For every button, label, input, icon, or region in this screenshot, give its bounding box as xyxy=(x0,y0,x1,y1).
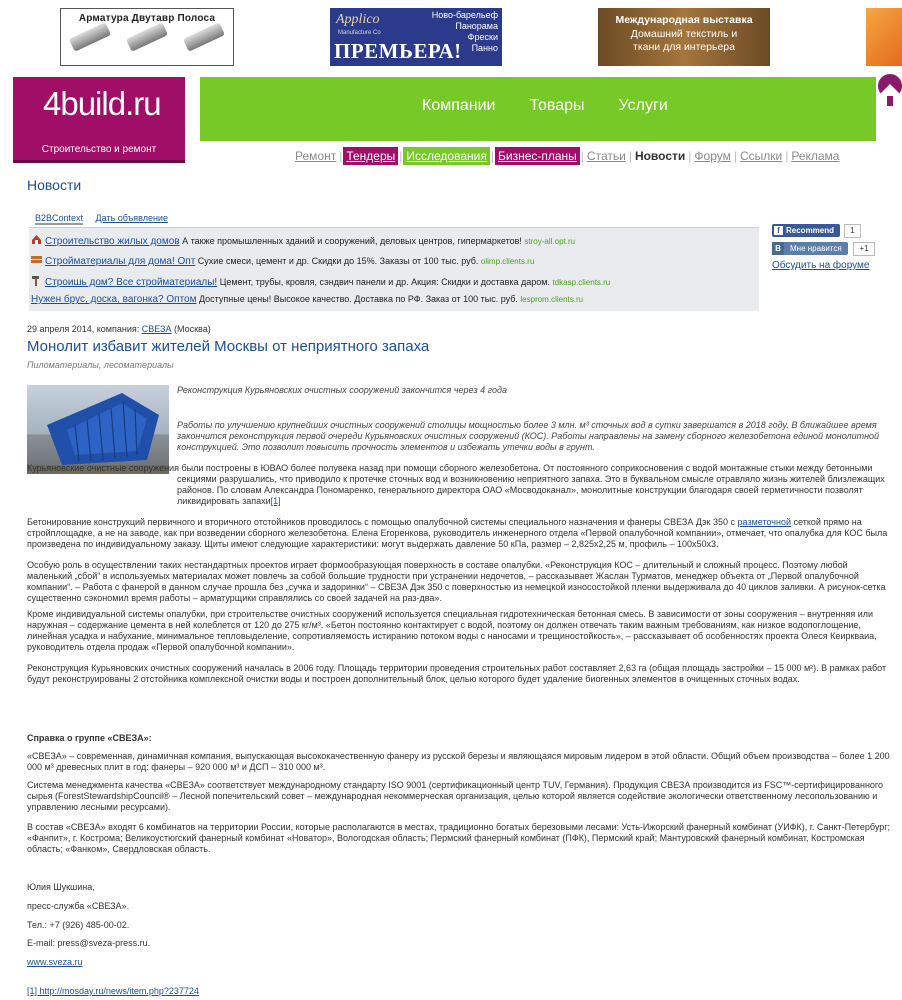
discuss-forum-link[interactable]: Обсудить на форуме xyxy=(772,260,870,271)
ad-text: Цемент, трубы, кровля, сэндвич панели и др. Акция: Скидки и доставка даром. xyxy=(217,277,553,287)
nav-services[interactable]: Услуги xyxy=(618,97,668,114)
section-title: Новости xyxy=(27,177,82,193)
reference-paragraph-1: «СВЕЗА» – современная, динамичная компания, выпускающая высококачественную фанеру из русской березы и являющаяся мировым лидером в этой области. Общий объем производства – более 1 200 000 м³ древесных плит в год: фанеры – 920 000 м³ и ДСП – 310 000 м³. xyxy=(27,751,890,772)
article-photo xyxy=(27,385,169,474)
ad-domain[interactable]: lesprom.clients.ru xyxy=(520,295,584,304)
subnav-news: Новости xyxy=(634,149,686,163)
company-website-link[interactable]: www.sveza.ru xyxy=(27,957,83,967)
ad-text: А также промышленных зданий и сооружений, деловых центров, гипермаркетов! xyxy=(179,236,525,246)
banner-exhibition-title: Международная выставка xyxy=(615,14,753,26)
banner-exhibition[interactable] xyxy=(598,8,770,66)
ad-link[interactable]: Стройматериалы для дома! Опт xyxy=(45,256,196,267)
subnav-research[interactable]: Исследования xyxy=(403,147,489,165)
vk-count: +1 xyxy=(853,242,875,256)
nav-products[interactable]: Товары xyxy=(529,97,585,114)
ad-text: Сухие смеси, цемент и др. Скидки до 15%. Заказы от 100 тыс. руб. xyxy=(195,256,481,266)
nav-companies[interactable]: Компании xyxy=(422,97,496,114)
contact-name: Юлия Шукшина, xyxy=(27,882,95,892)
ad-row xyxy=(31,275,610,288)
banner-metal[interactable] xyxy=(60,8,234,66)
logo-tagline: Строительство и ремонт xyxy=(41,144,157,155)
ad-domain[interactable]: stroy-all.opt.ru xyxy=(524,237,576,246)
ad-text: Доступные цены! Высокое качество. Доставка по РФ. Заказ от 100 тыс. руб. xyxy=(196,294,521,304)
banner-applico-brand-sub: Manufacture Co xyxy=(338,30,381,36)
paragraph-3: Особую роль в осуществлении таких нестандартных проектов играет формообразующая поверхность в составе опалубки. «Реконструкция КОС – длительный и сложный процесс. Поэтому любой маленький „сбой“ в используемых материалах может повлечь за собой большие трудности при устранении недочетов, – рассказывает Жаслан Турматов, менеджер объекта от „Первой опалубочной компании“. – Работа с фанерой в данном случае прошла без „сучка и задоринки“ – СВЕЗА Дэк 350 с поверхностью из немецкой износостойкой пленки выдерживала до 40 циклов заливки. А рисунок-сетка существенно сэкономил время работы – арматурщики справлялись со своей задачей на раз-два». xyxy=(27,560,886,603)
article-lead-text: Работы по улучшению крупнейших очистных сооружений столицы мощностью более 3 млн. м³ сточных вод в сутки завершатся в 2018 году. В ближайшее время закончится реконструкция первой очереди Курьяновских очистных сооружений (КОС). Работы направлены на замену сборного железобетона единой монолитной конструкцией. Это позволит повысить прочность элементов и избежать утечки воды в грунт. xyxy=(177,420,880,452)
facebook-recommend-button[interactable]: f Recommend xyxy=(772,224,840,237)
article-title: Монолит избавит жителей Москвы от неприятного запаха xyxy=(27,338,430,355)
ad-link[interactable]: Строительство жилых домов xyxy=(45,236,180,247)
ad-tab-b2bcontext[interactable]: B2BContext xyxy=(35,213,84,223)
brick-icon xyxy=(31,254,42,265)
banner-applico[interactable] xyxy=(330,8,502,66)
ad-domain[interactable]: olimp.clients.ru xyxy=(480,257,535,266)
article-lead: Реконструкция Курьяновских очистных сооружений закончится через 4 года xyxy=(177,385,507,395)
ad-link[interactable]: Строишь дом? Все стройматериалы! xyxy=(45,277,218,288)
marking-link[interactable]: разметочной xyxy=(737,517,791,527)
banner-exhibition-sub: Домашний текстиль и ткани для интерьера xyxy=(630,28,738,53)
company-link[interactable]: СВЕЗА xyxy=(141,324,172,334)
ad-row xyxy=(31,254,534,267)
sub-nav: Ремонт | Тендеры | Исследования | Бизнес-планы | Статьи | Новости | Форум | Ссылки | Реклама xyxy=(295,149,840,163)
subnav-forum[interactable]: Форум xyxy=(694,149,731,163)
paragraph-4: Кроме индивидуальной системы опалубки, при строительстве очистных сооружений используется специальная гидротехническая бетонная смесь. В зависимости от зоны сооружения – внутренняя или наружная – содержание цемента в ней колеблется от 120 до 275 кг/м³. «Бетон постоянно контактирует с водой, поэтому он должен отвечать таким важным требованиям, как низкое водопоглощение, линейная усадка и набухание, минимальное тепловыделение, сопротивляемость истиранию потоком воды с наносами и трещиностойкость», – рассказывает об особенностях проекта Олеся Кеиркваиа, руководитель отдела продаж «Первой опалубочной компании». xyxy=(27,609,877,652)
reference-paragraph-3: В состав «СВЕЗА» входят 6 комбинатов на территории России, которые располагаются в местах, традиционно богатых березовыми лесами: Усть-Ижорский фанерный комбинат (УИФК), г. Санкт-Петербург; «Фанпит», г. Кострома; Великоустюгский фанерный комбинат «Новатор», Вологодская область; Пермский фанерный комбинат (ПФК), Пермский край; Мантуровский фанерный комбинат, Костромская область; «Фанком», Свердловская область. xyxy=(27,822,891,854)
banner-applico-brand: Applico xyxy=(336,12,380,27)
banner-applico-lines: Ново-барельеф Панорама Фрески Панно xyxy=(431,10,498,53)
hammer-icon xyxy=(31,275,42,286)
logo-name: 4build.ru xyxy=(43,85,161,122)
ad-row xyxy=(31,294,583,305)
paragraph-2: Бетонирование конструкций первичного и вторичного отстойников проводилось с помощью опалубочной системы специального назначения и фанеры СВЕЗА Дэк 350 с разметочной сеткой прямо на стройплощадке, а не на заводе, как при возведении сборного железобетона. Елена Егоренкова, руководитель инженерного отдела «Первой опалубочной компании», отмечает, что опалубка для КОС была произведена по индивидуальному заказу. Щиты имеют следующие характеристики: могут выдержать давление 50 кПа, размер – 2,825x2,25 м, профиль – 100x50x3. xyxy=(27,517,888,549)
paragraph-1: Курьяновские очистные сооружения были построены в ЮВАО более полувека назад при помощи сборного железобетона. От постоянного соприкосновения с водой монтажные стыки между бетонными секциями разрушались, что приводило к протечке сточных вод и возникновению неприятного запаха. Это в буквальном смысле отравляло жизнь жителей близлежащих районов. По словам Александра Пономаренко, генерального директора ОАО «Мосводоканал», монолитные конструкции благодаря своей герметичности позволят ликвидировать запахи[1] xyxy=(27,463,885,506)
subnav-ads[interactable]: Реклама xyxy=(791,149,840,163)
subnav-tenders[interactable]: Тендеры xyxy=(343,147,398,165)
facebook-count: 1 xyxy=(844,224,861,238)
article-category: Пиломатериалы, лесоматериалы xyxy=(27,360,174,370)
ad-link[interactable]: Нужен брус, доска, вагонка? Оптом xyxy=(31,294,197,305)
house-icon[interactable] xyxy=(872,72,902,112)
paragraph-5: Реконструкция Курьяновских очистных сооружений началась в 2006 году. Площадь территории проведения строительных работ составляет 2,63 га (общая площадь застройки – 15 000 м²). В рамках работ будут реконструированы 2 отстойника комплексной очистки воды и построен дополнительный блок, целью которого будет удаление биогенных элементов в очищенных сточных водах. xyxy=(27,663,887,684)
contact-dept: пресс-служба «СВЕЗА». xyxy=(27,901,130,911)
banner-metal-text: Арматура Двутавр Полоса xyxy=(78,13,216,24)
banner-partial[interactable] xyxy=(866,8,902,66)
ad-tabs xyxy=(35,213,178,223)
vk-icon: В xyxy=(772,242,784,255)
main-nav xyxy=(200,77,876,141)
site-logo[interactable] xyxy=(13,77,185,163)
subnav-links[interactable]: Ссылки xyxy=(739,149,783,163)
house-icon xyxy=(31,234,42,245)
banner-metal-image xyxy=(61,30,233,44)
footnote-ref[interactable]: [1] xyxy=(270,496,281,506)
subnav-business-plans[interactable]: Бизнес-планы xyxy=(495,147,580,165)
ad-domain[interactable]: tdkasp.clients.ru xyxy=(552,278,611,287)
contact-phone: Тел.: +7 (926) 485-00-02. xyxy=(27,920,130,930)
article-meta: 29 апреля 2014, компания: СВЕЗА (Москва) xyxy=(27,324,211,334)
banner-applico-headline: ПРЕМЬЕРА! xyxy=(334,39,462,63)
reference-heading: Справка о группе «СВЕЗА»: xyxy=(27,733,152,743)
facebook-icon: f xyxy=(774,226,783,235)
ad-tab-post-ad[interactable]: Дать объявление xyxy=(95,213,168,223)
contact-email: E-mail: press@sveza-press.ru. xyxy=(27,938,151,948)
subnav-repair[interactable]: Ремонт xyxy=(295,149,337,163)
ad-block xyxy=(29,227,759,311)
ad-row xyxy=(31,234,575,247)
footnote-source-link[interactable]: [1] http://mosday.ru/news/item.php?237724 xyxy=(27,986,199,996)
vk-like-button[interactable]: В Мне нравится xyxy=(772,242,848,255)
subnav-articles[interactable]: Статьи xyxy=(586,149,626,163)
reference-paragraph-2: Система менеджмента качества «СВЕЗА» соответствует международному стандарту ISO 9001 (сертификационный центр TUV, Германия). Продукция СВЕЗА производится из FSC™-сертифицированного сырья (ForestStewardshipCouncil® – Лесной попечительский совет – международная некоммерческая организация, целью которой является содействие экологически ответственному лесопользованию и управлению лесными ресурсами). xyxy=(27,780,884,812)
